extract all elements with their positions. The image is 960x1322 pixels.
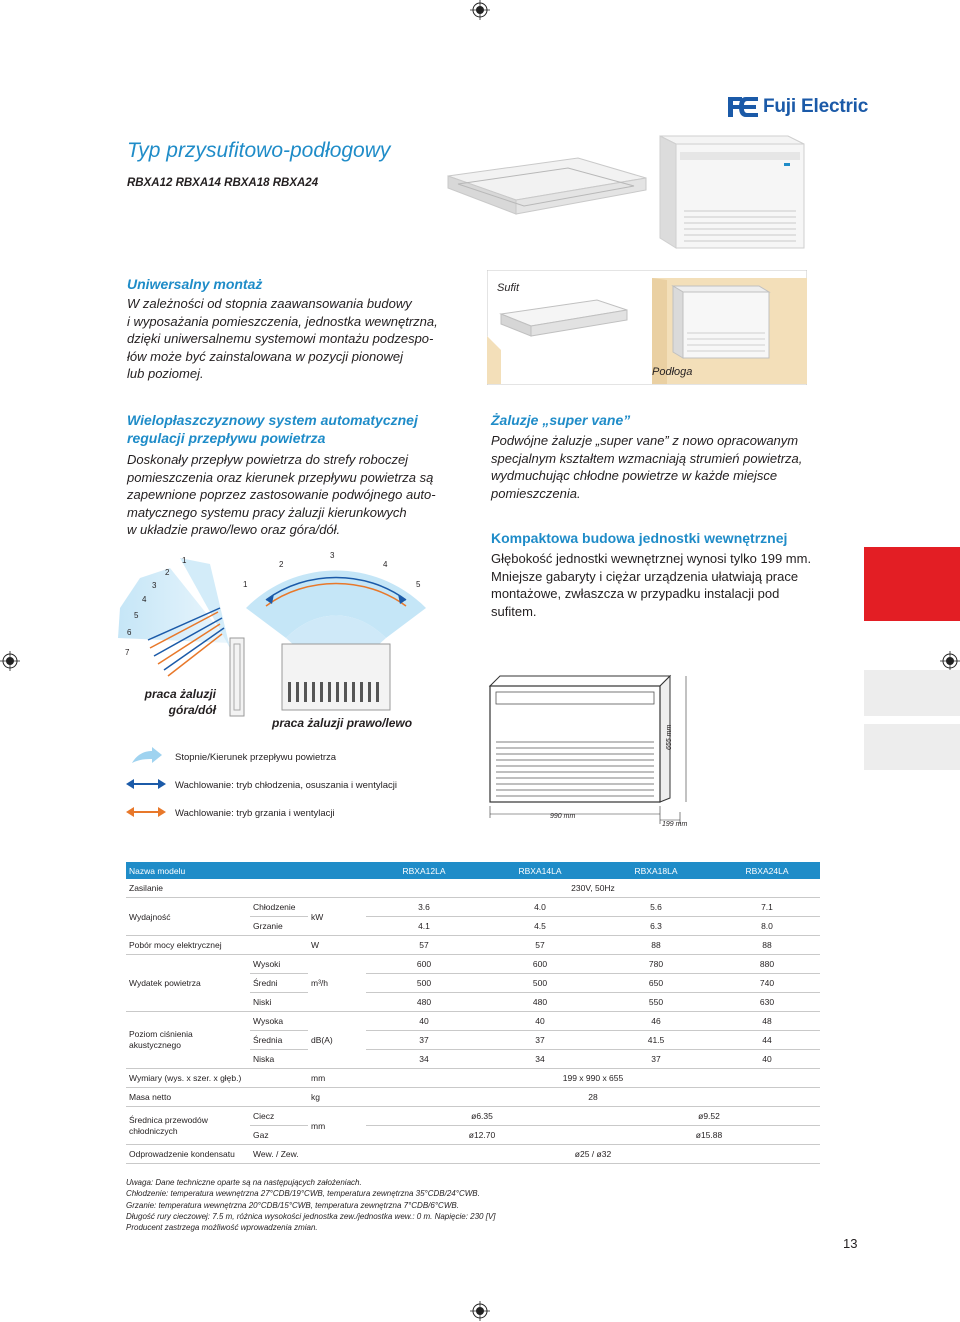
- registration-mark-icon: [470, 0, 490, 20]
- table-cell: Ciecz: [250, 1107, 308, 1126]
- table-cell: 5.6: [598, 898, 714, 917]
- table-cell: 650: [598, 974, 714, 993]
- table-cell: Pobór mocy elektrycznej: [126, 936, 308, 955]
- dimension-height: 655 mm: [666, 724, 673, 750]
- angle-number: 3: [152, 581, 157, 590]
- table-cell: 40: [714, 1050, 820, 1069]
- table-cell: Wydajność: [126, 898, 250, 936]
- table-cell: Wysoka: [250, 1012, 308, 1031]
- table-cell: 4.5: [482, 917, 598, 936]
- table-cell: 34: [366, 1050, 482, 1069]
- orange-double-arrow-icon: [126, 805, 166, 819]
- table-cell: ø15.88: [598, 1126, 820, 1145]
- registration-mark-icon: [470, 1301, 490, 1321]
- table-cell-line: akustycznego: [129, 1040, 181, 1050]
- louvers-text-line: specjalnym kształtem wzmacniają strumień powietrza,: [491, 450, 803, 466]
- table-cell: W: [308, 936, 366, 955]
- page-number: 13: [843, 1236, 858, 1251]
- table-cell: kg: [308, 1088, 366, 1107]
- angle-number: 6: [127, 628, 132, 637]
- table-cell: dB(A): [308, 1012, 366, 1069]
- table-cell: 8.0: [714, 917, 820, 936]
- blue-double-arrow-icon: [126, 777, 166, 791]
- table-row: [126, 879, 820, 898]
- table-cell: Wymiary (wys. x szer. x głęb.): [126, 1069, 308, 1088]
- airflow-text-line: w układzie prawo/lewo oraz góra/dół.: [127, 522, 341, 537]
- table-cell: Masa netto: [126, 1088, 308, 1107]
- angle-number: 7: [125, 648, 130, 657]
- table-cell: Zasilanie: [126, 879, 366, 898]
- page-title: Typ przysufitowo-podłogowy: [127, 139, 391, 162]
- table-cell: 199 x 990 x 655: [366, 1069, 820, 1088]
- table-row: [126, 936, 820, 955]
- angle-number: 5: [134, 611, 139, 620]
- table-cell: Średnia: [250, 1031, 308, 1050]
- airflow-arrow-icon: [130, 745, 164, 767]
- table-cell: Gaz: [250, 1126, 308, 1145]
- dimension-depth: 199 mm: [662, 821, 688, 828]
- model-list: RBXA12 RBXA14 RBXA18 RBXA24: [127, 177, 319, 189]
- registration-mark-icon: [0, 651, 20, 671]
- table-cell: Grzanie: [250, 917, 308, 936]
- table-cell: 6.3: [598, 917, 714, 936]
- table-cell: 500: [482, 974, 598, 993]
- mount-text-line: W zależności od stopnia zaawansowania budowy: [127, 296, 412, 311]
- note-line: Chłodzenie: temperatura wewnętrzna 27°CDB/19°CWB, temperatura zewnętrzna 35°CDB/24°CWB.: [126, 1189, 480, 1199]
- table-cell: 34: [482, 1050, 598, 1069]
- table-cell: Wydatek powietrza: [126, 955, 250, 1012]
- angle-number: 5: [416, 580, 421, 589]
- airflow-heading-line: regulacji przepływu powietrza: [127, 429, 326, 446]
- table-cell: Niski: [250, 993, 308, 1012]
- dimension-drawing: [480, 672, 700, 832]
- note-line: Uwaga: Dane techniczne oparte są na następujących założeniach.: [126, 1178, 362, 1187]
- sidebar-tab: [864, 670, 960, 716]
- airflow-text-line: matycznego systemu pracy żaluzji kierunkowych: [127, 504, 407, 520]
- table-cell: mm: [308, 1107, 366, 1145]
- compact-text-line: Głębokość jednostki wewnętrznej wynosi tylko 199 mm.: [491, 551, 812, 566]
- table-header-cell: RBXA12LA: [366, 862, 482, 879]
- table-row: [126, 1012, 820, 1031]
- brand-name: Fuji Electric: [763, 96, 869, 117]
- table-row: [126, 898, 820, 917]
- table-cell: 3.6: [366, 898, 482, 917]
- mount-text-line: dzięki uniwersalnemu systemowi montażu podzespo-: [127, 331, 434, 346]
- airflow-text-line: zapewnione poprzez zastosowanie podwójnego auto-: [127, 487, 436, 502]
- table-cell: 600: [366, 955, 482, 974]
- table-cell: 4.0: [482, 898, 598, 917]
- table-cell: 780: [598, 955, 714, 974]
- table-cell: 37: [366, 1031, 482, 1050]
- mount-heading: Uniwersalny montaż: [127, 276, 263, 292]
- angle-number: 4: [142, 595, 147, 604]
- table-cell: 600: [482, 955, 598, 974]
- sidebar-tab: [864, 724, 960, 770]
- table-cell: 28: [366, 1088, 820, 1107]
- table-row: [126, 1088, 820, 1107]
- angle-number: 2: [165, 568, 170, 577]
- table-cell: 37: [598, 1050, 714, 1069]
- table-cell: kW: [308, 898, 366, 936]
- legend-text: Stopnie/Kierunek przepływu powietrza: [175, 752, 337, 763]
- leftright-airflow-diagram: [236, 548, 436, 718]
- table-header-cell: RBXA18LA: [598, 862, 714, 879]
- table-row: [126, 955, 820, 974]
- leftright-label: praca żaluzji prawo/lewo: [272, 716, 413, 730]
- indoor-unit-product-image: [428, 128, 808, 260]
- table-header-cell: Nazwa modelu: [126, 862, 366, 879]
- table-cell: mm: [308, 1069, 366, 1088]
- table-cell: 630: [714, 993, 820, 1012]
- registration-mark-icon: [940, 651, 960, 671]
- spec-table: [126, 862, 820, 1164]
- table-cell: 46: [598, 1012, 714, 1031]
- table-cell: 4.1: [366, 917, 482, 936]
- legend-text: Wachlowanie: tryb grzania i wentylacji: [175, 808, 335, 819]
- table-cell: 40: [482, 1012, 598, 1031]
- table-header-cell: RBXA14LA: [482, 862, 598, 879]
- table-cell-line: chłodniczych: [129, 1125, 178, 1136]
- louvers-text-line: pomieszczenia.: [491, 485, 581, 501]
- airflow-text-line: pomieszczenia oraz kierunek przepływu powietrza są: [127, 469, 434, 485]
- angle-number: 4: [383, 560, 388, 569]
- updown-label-line: praca żaluzji: [144, 687, 216, 701]
- mount-text-line: lub poziomej.: [127, 366, 204, 381]
- table-cell: 480: [366, 993, 482, 1012]
- table-cell-line: Poziom ciśnienia: [129, 1029, 193, 1039]
- compact-text-line: montażowe, zwłaszcza w przypadku instalacji pod: [491, 586, 780, 601]
- table-cell: Chłodzenie: [250, 898, 308, 917]
- legend-text: Wachlowanie: tryb chłodzenia, osuszania i wentylacji: [175, 780, 397, 791]
- airflow-heading-line: Wielopłaszczyznowy system automatycznej: [127, 412, 418, 428]
- mount-text-line: i wyposażania pomieszczenia, jednostka wewnętrzna,: [127, 313, 438, 329]
- table-cell: 230V, 50Hz: [366, 879, 820, 898]
- table-cell: Niska: [250, 1050, 308, 1069]
- installation-illustration: [487, 270, 807, 385]
- fuji-electric-logo-icon: [726, 95, 760, 119]
- angle-number: 3: [330, 551, 335, 560]
- updown-label-line: góra/dół: [168, 703, 216, 717]
- table-cell: ø9.52: [598, 1107, 820, 1126]
- table-cell: 41.5: [598, 1031, 714, 1050]
- table-row: [126, 1107, 820, 1126]
- airflow-text-line: Doskonały przepływ powietrza do strefy roboczej: [127, 452, 409, 467]
- table-cell: Wysoki: [250, 955, 308, 974]
- louvers-heading: Żaluzje „super vane”: [491, 412, 631, 428]
- note-line: Grzanie: temperatura wewnętrzna 20°CDB/15°CWB, temperatura zewnętrzna 7°CDB/6°CWB.: [126, 1200, 459, 1210]
- table-cell: 44: [714, 1031, 820, 1050]
- note-line: Długość rury cieczowej: 7.5 m, różnica wysokości jednostka zew./jednostka wew.: 0 m. Napięcie: 230 [V]: [126, 1211, 496, 1221]
- table-cell: ø6.35: [366, 1107, 598, 1126]
- table-cell-line: Średnica przewodów: [129, 1114, 208, 1125]
- table-cell: m³/h: [308, 955, 366, 1012]
- table-header-row: [126, 862, 820, 879]
- table-cell: 500: [366, 974, 482, 993]
- table-row: [126, 1145, 820, 1164]
- floor-label: Podłoga: [652, 366, 693, 378]
- table-cell: 88: [598, 936, 714, 955]
- table-header-cell: RBXA24LA: [714, 862, 820, 879]
- note-line: Producent zastrzega możliwość wprowadzenia zmian.: [126, 1223, 318, 1233]
- table-cell: 57: [366, 936, 482, 955]
- louvers-text-line: Podwójne żaluzje „super vane” z nowo opracowanym: [491, 433, 799, 448]
- angle-number: 2: [279, 560, 284, 569]
- compact-text-line: Mniejsze gabaryty i ciężar urządzenia ułatwiają prace: [491, 568, 799, 584]
- sidebar-tab-active: [864, 547, 960, 621]
- table-cell: 40: [366, 1012, 482, 1031]
- mount-text-line: łów może być zainstalowana w pozycji pionowej: [127, 348, 404, 364]
- table-cell: 48: [714, 1012, 820, 1031]
- table-cell: 37: [482, 1031, 598, 1050]
- compact-heading: Kompaktowa budowa jednostki wewnętrznej: [491, 530, 788, 546]
- table-cell: Wew. / Zew.: [250, 1145, 366, 1164]
- angle-number: 1: [182, 556, 187, 565]
- louvers-text-line: wydmuchując chłodne powietrze w każde miejsce: [491, 468, 778, 483]
- table-cell: Średni: [250, 974, 308, 993]
- table-cell: ø12.70: [366, 1126, 598, 1145]
- table-cell: 740: [714, 974, 820, 993]
- table-cell: 550: [598, 993, 714, 1012]
- table-cell: ø25 / ø32: [366, 1145, 820, 1164]
- dimension-width: 990 mm: [550, 813, 576, 820]
- table-cell: 880: [714, 955, 820, 974]
- table-cell: 88: [714, 936, 820, 955]
- table-row: [126, 1069, 820, 1088]
- compact-text-line: sufitem.: [491, 603, 537, 619]
- ceiling-label: Sufit: [497, 282, 520, 294]
- table-cell: 57: [482, 936, 598, 955]
- table-cell: 7.1: [714, 898, 820, 917]
- table-cell: 480: [482, 993, 598, 1012]
- table-cell: Odprowadzenie kondensatu: [126, 1145, 250, 1164]
- angle-number: 1: [243, 580, 248, 589]
